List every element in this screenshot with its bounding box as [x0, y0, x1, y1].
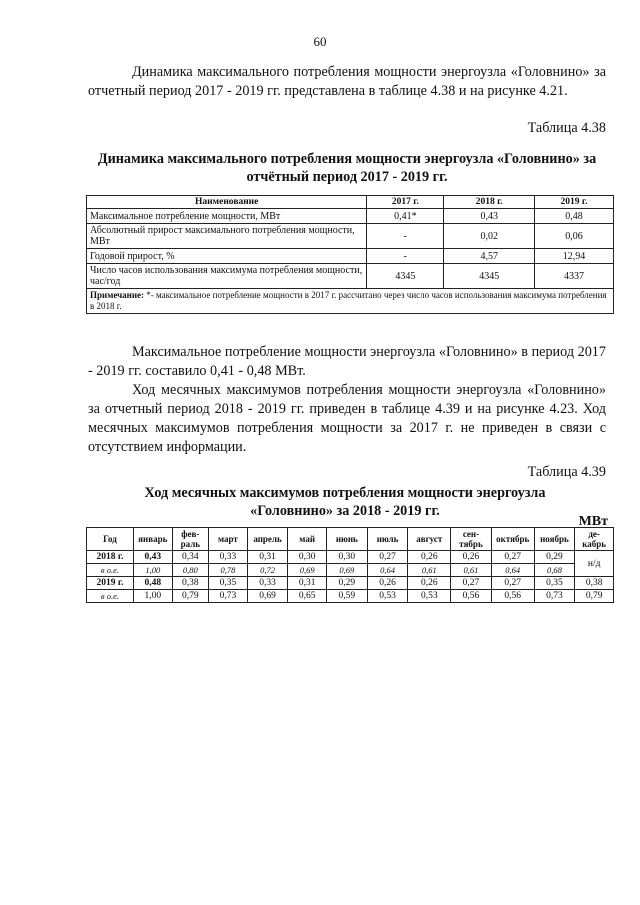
row-label: Число часов использования максимума потребления мощности, час/год	[87, 264, 367, 289]
cell-value: 0,61	[451, 564, 492, 577]
paragraph-monthly-text: Ход месячных максимумов потребления мощности энергоузла «Головнино» за отчетный период 2018 - 2019 гг. приведен в таблице 4.39 и на рисунке 4.23. Ход месячных максимумов потребления мощности за 2017 г. не приведен в связи с отсутствием информации.	[88, 382, 606, 455]
cell-value: 4345	[367, 264, 444, 289]
table-row	[87, 590, 614, 603]
cell-value: 0,35	[209, 577, 248, 590]
row-year: 2019 г.	[87, 577, 134, 590]
cell-value: 0,53	[367, 590, 408, 603]
header-month: май	[288, 528, 327, 551]
row-year: 2018 г.	[87, 551, 134, 564]
cell-value: 0,80	[172, 564, 209, 577]
table-label-4-38: Таблица 4.38	[527, 120, 606, 136]
paragraph-summary-text: Максимальное потребление мощности энергоузла «Головнино» в период 2017 - 2019 гг. составило 0,41 - 0,48 МВт.	[88, 344, 606, 379]
cell-value: 0,30	[288, 551, 327, 564]
cell-value: 0,64	[491, 564, 534, 577]
cell-value: 0,65	[288, 590, 327, 603]
table-unit: МВт	[578, 514, 608, 529]
paragraph-intro-text: Динамика максимального потребления мощности энергоузла «Головнино» за отчетный период 2017 - 2019 гг. представлена в таблице 4.38 и на рисунке 4.21.	[88, 64, 606, 99]
cell-value: 0,33	[247, 577, 288, 590]
cell-value: 0,79	[172, 590, 209, 603]
cell-value: 0,48	[535, 209, 614, 224]
row-label: Абсолютный прирост максимального потребления мощности, МВт	[87, 224, 367, 249]
cell-value: 0,72	[247, 564, 288, 577]
table-row	[87, 209, 614, 224]
table-row	[87, 249, 614, 264]
cell-value: 0,26	[367, 577, 408, 590]
table-title-4-39: Ход месячных максимумов потребления мощности энергоузла «Головнино» за 2018 - 2019 гг.	[144, 485, 546, 519]
header-month: август	[408, 528, 451, 551]
cell-no-data: н/д	[575, 551, 614, 577]
paragraph-intro	[88, 63, 606, 101]
cell-value: 0,69	[247, 590, 288, 603]
header-month: ноябрь	[534, 528, 575, 551]
header-month: октябрь	[491, 528, 534, 551]
cell-value: 0,79	[575, 590, 614, 603]
header-2017: 2017 г.	[367, 196, 444, 209]
cell-value: 4337	[535, 264, 614, 289]
table-row	[87, 564, 614, 577]
cell-value: 0,43	[444, 209, 535, 224]
row-label: Годовой прирост, %	[87, 249, 367, 264]
cell-value: 4,57	[444, 249, 535, 264]
cell-value: 0,41*	[367, 209, 444, 224]
cell-value: 0,34	[172, 551, 209, 564]
header-month: июнь	[326, 528, 367, 551]
table-row	[87, 577, 614, 590]
cell-value: 0,53	[408, 590, 451, 603]
cell-value: 1,00	[133, 564, 172, 577]
header-2018: 2018 г.	[444, 196, 535, 209]
cell-value: 0,69	[288, 564, 327, 577]
cell-value: 0,78	[209, 564, 248, 577]
header-name: Наименование	[87, 196, 367, 209]
header-month: фев- раль	[172, 528, 209, 551]
cell-value: 0,68	[534, 564, 575, 577]
paragraph-monthly	[88, 381, 606, 457]
cell-value: 0,48	[133, 577, 172, 590]
row-label: Максимальное потребление мощности, МВт	[87, 209, 367, 224]
cell-value: 0,56	[451, 590, 492, 603]
header-month: апрель	[247, 528, 288, 551]
paragraph-summary	[88, 343, 606, 381]
cell-value: 0,64	[367, 564, 408, 577]
cell-value: 0,35	[534, 577, 575, 590]
cell-value: 0,26	[451, 551, 492, 564]
cell-value: 0,29	[534, 551, 575, 564]
cell-value: 0,69	[326, 564, 367, 577]
cell-value: 0,27	[491, 551, 534, 564]
header-2019: 2019 г.	[535, 196, 614, 209]
table-4-39	[86, 527, 614, 603]
table-title-4-38: Динамика максимального потребления мощности энергоузла «Головнино» за отчётный период 2017 - 2019 гг.	[97, 151, 597, 185]
table-note-row	[87, 289, 614, 314]
cell-value: 0,02	[444, 224, 535, 249]
cell-value: 0,38	[172, 577, 209, 590]
cell-value: 0,31	[288, 577, 327, 590]
table-note	[87, 289, 614, 314]
header-year: Год	[87, 528, 134, 551]
cell-value: -	[367, 249, 444, 264]
cell-value: 12,94	[535, 249, 614, 264]
table-header-row	[87, 196, 614, 209]
cell-value: 4345	[444, 264, 535, 289]
table-header-row	[87, 528, 614, 551]
table-row	[87, 264, 614, 289]
row-label: в о.е.	[87, 590, 134, 603]
header-month: июль	[367, 528, 408, 551]
cell-value: 0,33	[209, 551, 248, 564]
cell-value: 0,73	[534, 590, 575, 603]
cell-value: -	[367, 224, 444, 249]
cell-value: 1,00	[133, 590, 172, 603]
header-month: март	[209, 528, 248, 551]
table-row	[87, 224, 614, 249]
cell-value: 0,27	[491, 577, 534, 590]
cell-value: 0,29	[326, 577, 367, 590]
table-4-38	[86, 195, 614, 314]
cell-value: 0,26	[408, 577, 451, 590]
cell-value: 0,59	[326, 590, 367, 603]
note-text: *- максимальное потребление мощности в 2017 г. рассчитано через число часов использования максимума потребления в 2018 г.	[90, 290, 607, 311]
cell-value: 0,43	[133, 551, 172, 564]
cell-value: 0,38	[575, 577, 614, 590]
row-label: в о.е.	[87, 564, 134, 577]
cell-value: 0,61	[408, 564, 451, 577]
cell-value: 0,56	[491, 590, 534, 603]
cell-value: 0,73	[209, 590, 248, 603]
table-row	[87, 551, 614, 564]
header-month: сен- тябрь	[451, 528, 492, 551]
cell-value: 0,27	[451, 577, 492, 590]
header-month: де- кабрь	[575, 528, 614, 551]
table-label-4-39: Таблица 4.39	[527, 464, 606, 480]
cell-value: 0,26	[408, 551, 451, 564]
header-month: январь	[133, 528, 172, 551]
cell-value: 0,31	[247, 551, 288, 564]
cell-value: 0,30	[326, 551, 367, 564]
note-label: Примечание:	[90, 290, 145, 300]
cell-value: 0,06	[535, 224, 614, 249]
cell-value: 0,27	[367, 551, 408, 564]
page-number: 60	[313, 34, 327, 49]
